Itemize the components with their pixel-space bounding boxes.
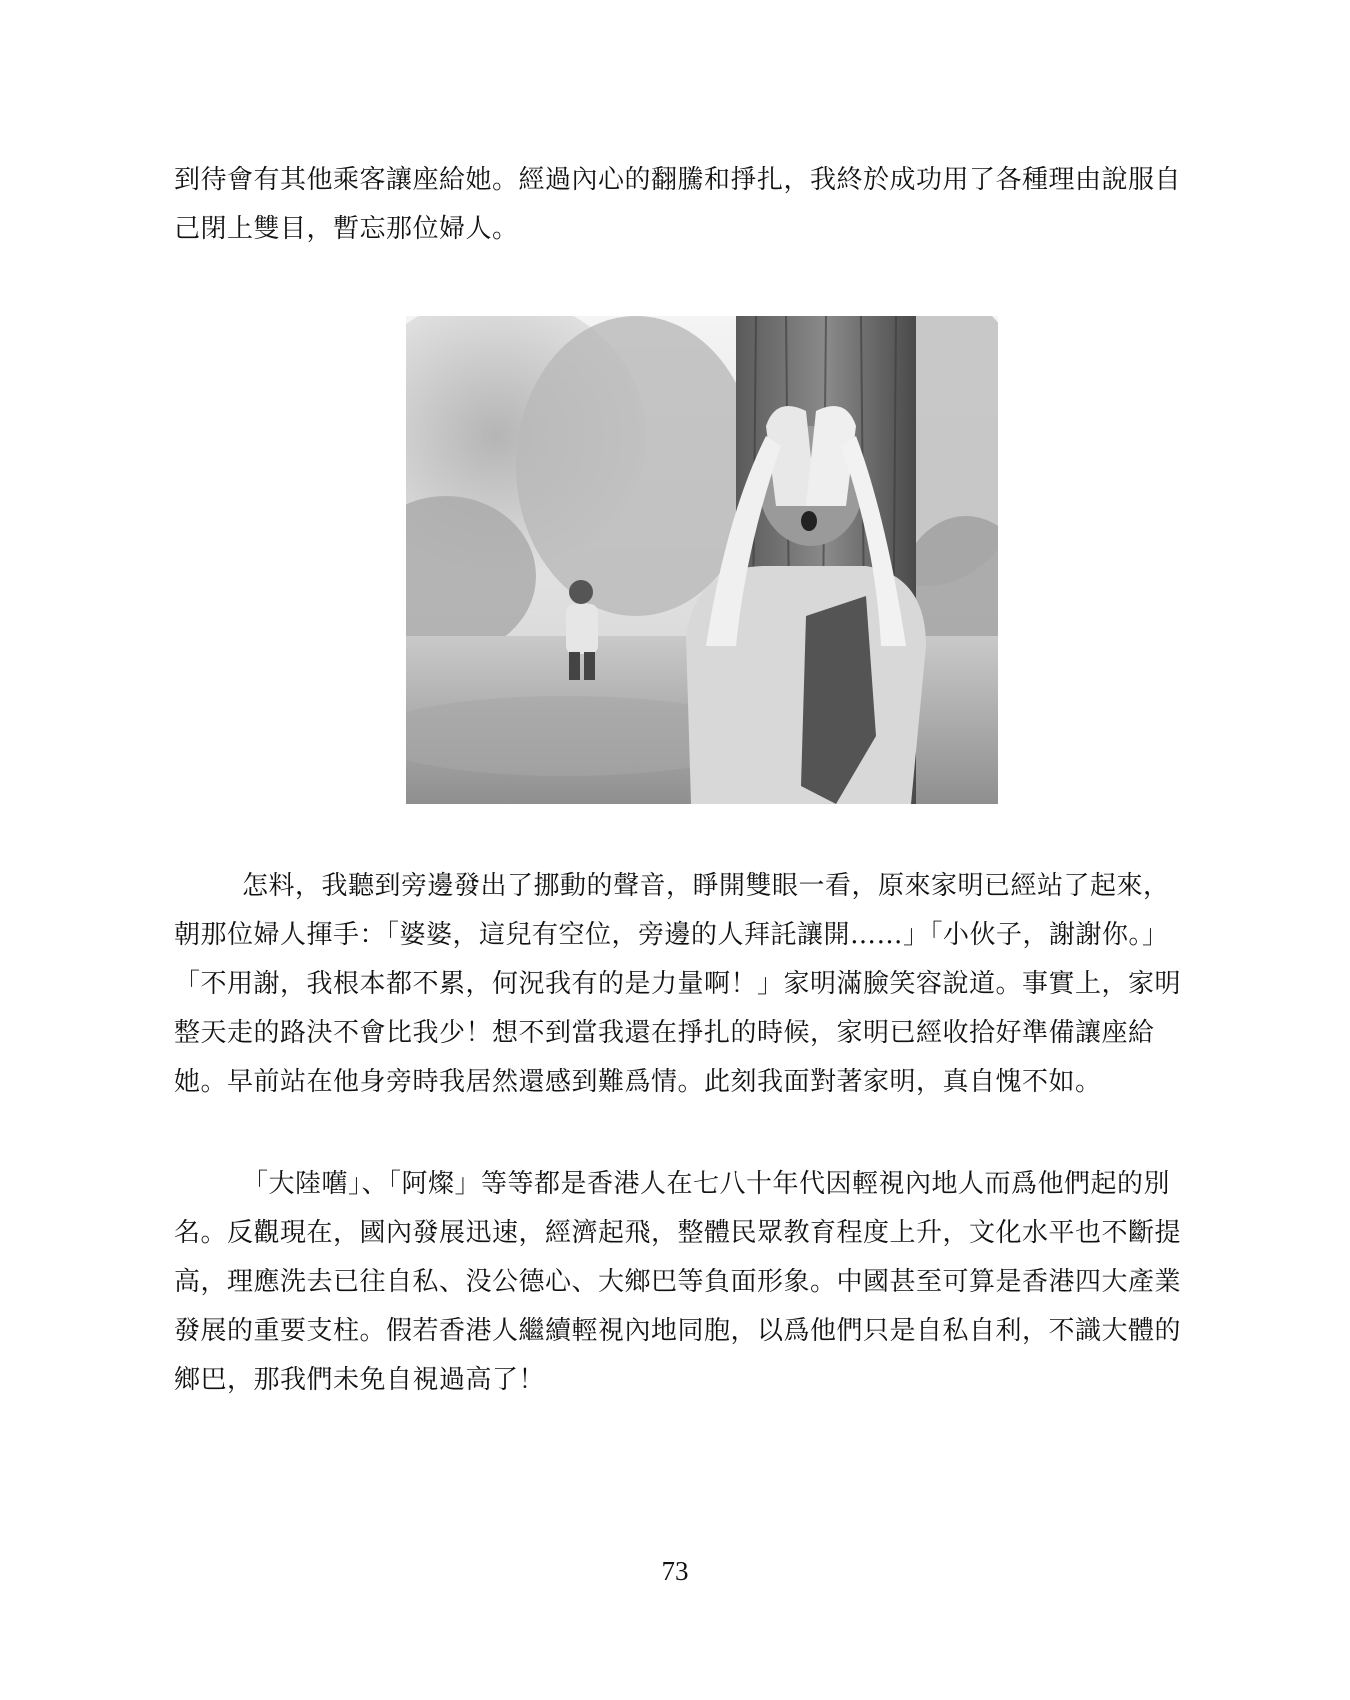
photo-illustration <box>406 316 998 804</box>
paragraph-2: 怎料，我聽到旁邊發出了挪動的聲音，睜開雙眼一看，原來家明已經站了起來， 朝那位婦人揮手：「婆婆，這兒有空位，旁邊的人拜託讓開……」「小伙子，謝謝你。」 「不用謝，我根本都不累，何況我有的是力量啊！」家明滿臉笑容說道。事實上，家明 整天走的路決不會比我少！想不到當我還在掙扎的時候，家明已經收拾好準備讓座給 她。早前站在他身旁時我居然還感到難爲情。此刻我面對著家明，真自愧不如。 <box>174 871 1182 1097</box>
page-number: 73 <box>661 1556 689 1586</box>
paragraph-3: 「大陸嚿」、「阿燦」等等都是香港人在七八十年代因輕視內地人而爲他們起的別 名。反觀現在，國內發展迅速，經濟起飛，整體民眾教育程度上升，文化水平也不斷提 高，理應洗去已往自私、没公德心、大鄉巴等負面形象。中國甚至可算是香港四大產業 發展的重要支柱。假若香港人繼續輕視內地同胞，以爲他們只是自私自利，不識大體的 鄉巴，那我們未免自視過高了！ <box>174 1169 1182 1395</box>
photo-child-covering-eyes <box>406 316 998 804</box>
paragraph-1: 到待會有其他乘客讓座給她。經過內心的翻騰和掙扎，我終於成功用了各種理由說服自 己閉上雙目，暫忘那位婦人。 <box>174 165 1182 244</box>
